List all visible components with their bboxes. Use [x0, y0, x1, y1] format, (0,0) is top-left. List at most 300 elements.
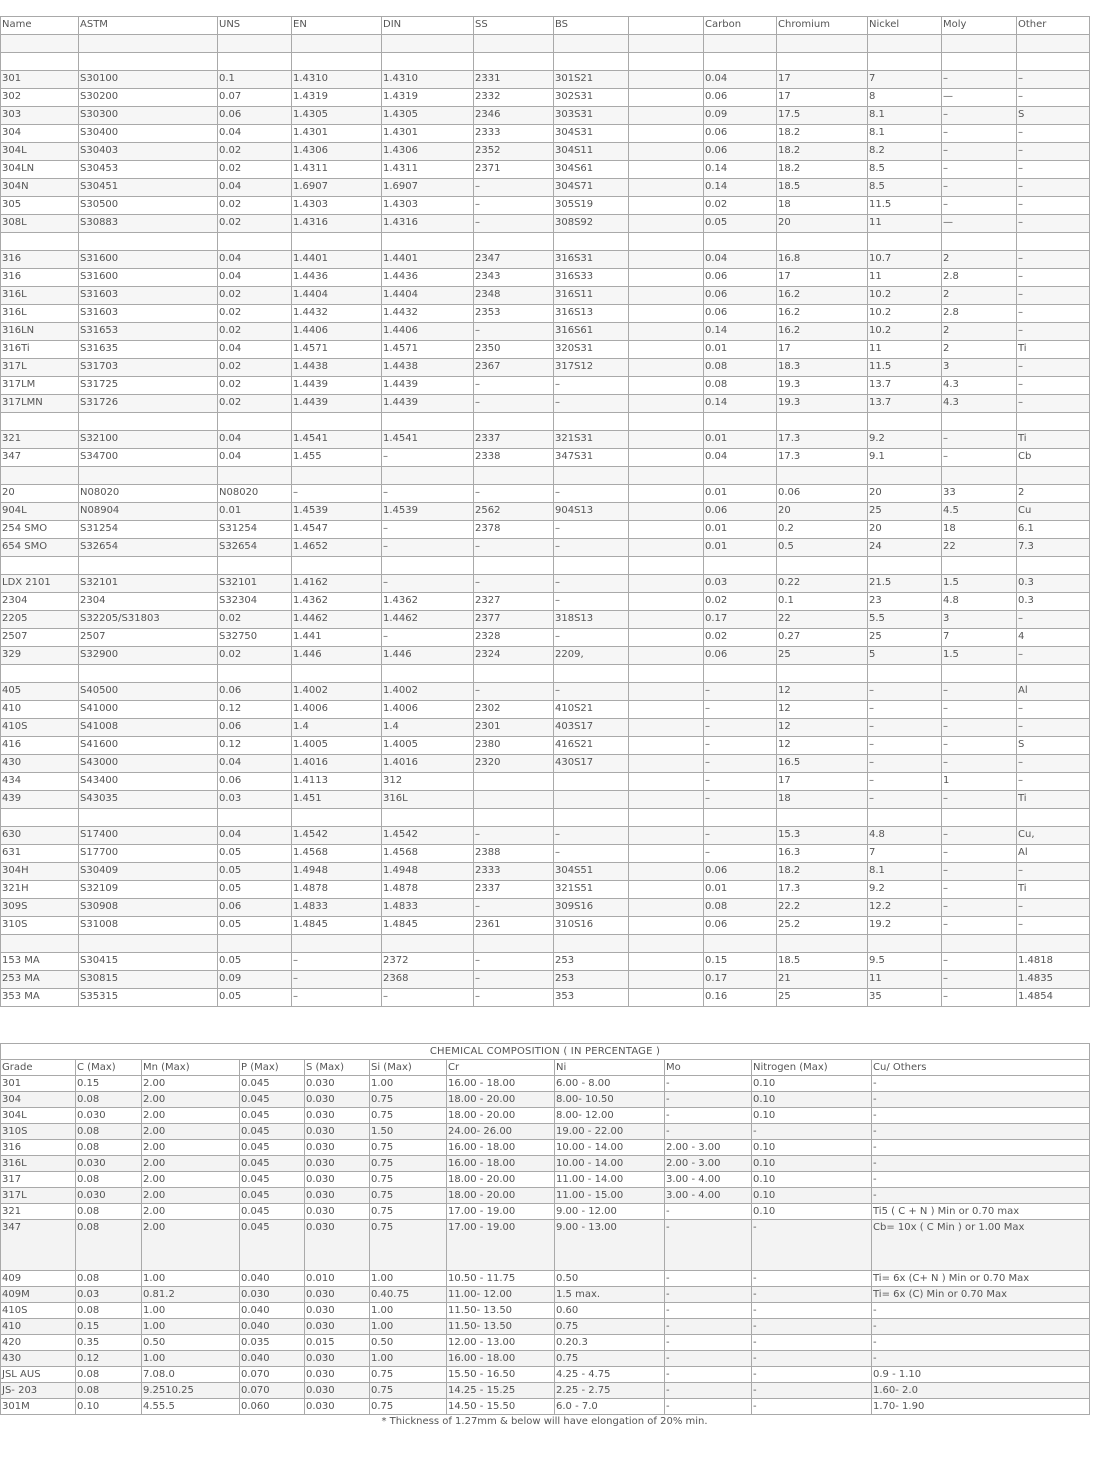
table-cell: [1017, 557, 1090, 575]
table-cell: 0.02: [218, 323, 292, 341]
table-cell: 18.00 - 20.00: [447, 1108, 555, 1124]
table-cell: 0.75: [370, 1383, 447, 1399]
table-cell: [474, 53, 554, 71]
table-cell: 0.75: [370, 1092, 447, 1108]
table-cell: 1.00: [370, 1319, 447, 1335]
table-cell: S32101: [79, 575, 218, 593]
grades-equivalence-table: [0, 16, 1090, 1007]
table-cell: –: [942, 755, 1017, 773]
table-cell: -: [665, 1367, 752, 1383]
table-cell: 0.01: [704, 485, 777, 503]
table-cell: 0.08: [76, 1092, 142, 1108]
table-cell: 1.4845: [382, 917, 474, 935]
table-cell: –: [1017, 251, 1090, 269]
table-cell: 1.4406: [382, 323, 474, 341]
table-cell: 24: [868, 539, 942, 557]
table-cell: –: [1017, 89, 1090, 107]
table-cell: 18.2: [777, 143, 868, 161]
table-cell: 0.14: [704, 395, 777, 413]
table-cell: 0.04: [218, 125, 292, 143]
table-cell: 2.00: [142, 1092, 240, 1108]
table-cell: 17.3: [777, 449, 868, 467]
table-cell: 2350: [474, 341, 554, 359]
table-cell: [629, 413, 704, 431]
table-cell: 0.06: [218, 719, 292, 737]
table-cell: –: [1017, 863, 1090, 881]
table-cell: 25: [868, 629, 942, 647]
table-cell: S31653: [79, 323, 218, 341]
table-cell: 0.030: [305, 1156, 370, 1172]
table-cell: 2.00 - 3.00: [665, 1140, 752, 1156]
table-cell: S43400: [79, 773, 218, 791]
table-cell: –: [1017, 755, 1090, 773]
table-cell: 8.1: [868, 863, 942, 881]
table-cell: 0.03: [76, 1287, 142, 1303]
table-cell: 1.4571: [292, 341, 382, 359]
table-cell: [292, 413, 382, 431]
table-cell: [218, 665, 292, 683]
table-cell: 321: [1, 431, 79, 449]
table-cell: –: [942, 719, 1017, 737]
table-cell: [868, 665, 942, 683]
table-cell: 1.00: [370, 1271, 447, 1287]
table-cell: 1.4305: [292, 107, 382, 125]
table-cell: S31008: [79, 917, 218, 935]
table-cell: 2327: [474, 593, 554, 611]
table-cell: 1.60- 2.0: [872, 1383, 1090, 1399]
table-cell: 0.10: [752, 1172, 872, 1188]
table-cell: 0.06: [704, 269, 777, 287]
table-cell: 1.5: [942, 575, 1017, 593]
table-cell: 0.9 - 1.10: [872, 1367, 1090, 1383]
table-cell: [629, 791, 704, 809]
table-cell: S30453: [79, 161, 218, 179]
table-cell: [629, 845, 704, 863]
table-cell: –: [942, 863, 1017, 881]
table-cell: Si (Max): [370, 1060, 447, 1076]
table-cell: 0.50: [555, 1271, 665, 1287]
table-cell: [704, 233, 777, 251]
table-cell: -: [752, 1335, 872, 1351]
table-cell: 1.455: [292, 449, 382, 467]
table-cell: [629, 305, 704, 323]
table-cell: 22.2: [777, 899, 868, 917]
table-cell: 0.05: [218, 917, 292, 935]
table-cell: –: [868, 755, 942, 773]
table-cell: 1.50: [370, 1124, 447, 1140]
table-cell: 4: [1017, 629, 1090, 647]
table-cell: –: [554, 377, 629, 395]
table-cell: –: [868, 791, 942, 809]
table-cell: 0.01: [704, 881, 777, 899]
footnote: * Thickness of 1.27mm & below will have elongation of 20% min.: [381, 1416, 708, 1427]
table-cell: 254 SMO: [1, 521, 79, 539]
table-cell: 1.4878: [292, 881, 382, 899]
table-cell: 410S21: [554, 701, 629, 719]
table-cell: [79, 35, 218, 53]
table-cell: Cu,: [1017, 827, 1090, 845]
table-row: [1, 719, 1090, 737]
table-cell: 19.3: [777, 395, 868, 413]
table-cell: 2.00: [142, 1220, 240, 1271]
table-cell: 0.75: [370, 1220, 447, 1271]
table-cell: 312: [382, 773, 474, 791]
table-cell: 1.4436: [292, 269, 382, 287]
table-cell: 1.4436: [382, 269, 474, 287]
table-row: [1, 557, 1090, 575]
table-cell: ASTM: [79, 17, 218, 35]
table-cell: 1.4006: [382, 701, 474, 719]
table-row: [1, 935, 1090, 953]
table-cell: [382, 53, 474, 71]
table-cell: Mn (Max): [142, 1060, 240, 1076]
table-cell: 321H: [1, 881, 79, 899]
table-cell: S30500: [79, 197, 218, 215]
table-cell: 4.55.5: [142, 1399, 240, 1415]
table-cell: –: [554, 683, 629, 701]
table-cell: 0.10: [752, 1188, 872, 1204]
table-cell: [79, 557, 218, 575]
table-row: [1, 341, 1090, 359]
table-title: CHEMICAL COMPOSITION ( IN PERCENTAGE ): [1, 1044, 1090, 1060]
table-cell: 18.5: [777, 953, 868, 971]
table-cell: 0.030: [305, 1319, 370, 1335]
table-cell: Ti: [1017, 431, 1090, 449]
table-cell: –: [704, 845, 777, 863]
table-cell: 9.2: [868, 881, 942, 899]
table-cell: 0.030: [305, 1076, 370, 1092]
table-cell: 1.00: [370, 1076, 447, 1092]
table-cell: [629, 107, 704, 125]
table-cell: 304S51: [554, 863, 629, 881]
table-cell: 310S16: [554, 917, 629, 935]
table-cell: 11.00 - 15.00: [555, 1188, 665, 1204]
table-cell: 0.02: [218, 611, 292, 629]
table-cell: 316S61: [554, 323, 629, 341]
table-cell: -: [752, 1303, 872, 1319]
table-cell: 1.4162: [292, 575, 382, 593]
table-cell: 1.4005: [292, 737, 382, 755]
table-cell: 410S: [1, 719, 79, 737]
table-row: [1, 233, 1090, 251]
table-cell: –: [554, 593, 629, 611]
table-cell: –: [382, 539, 474, 557]
table-cell: 1.4401: [382, 251, 474, 269]
table-cell: S32109: [79, 881, 218, 899]
table-cell: 0.09: [704, 107, 777, 125]
table-cell: 0.04: [704, 251, 777, 269]
table-cell: -: [665, 1092, 752, 1108]
table-row: [1, 449, 1090, 467]
header-row: [1, 1060, 1090, 1076]
table-row: [1, 161, 1090, 179]
table-cell: –: [704, 755, 777, 773]
table-cell: [382, 413, 474, 431]
table-cell: 304N: [1, 179, 79, 197]
table-cell: 2.00: [142, 1188, 240, 1204]
table-cell: 0.01: [704, 539, 777, 557]
table-cell: 25: [777, 647, 868, 665]
table-cell: [1017, 665, 1090, 683]
table-cell: 1.4571: [382, 341, 474, 359]
table-cell: 0.08: [704, 359, 777, 377]
table-cell: [777, 809, 868, 827]
table-cell: [629, 143, 704, 161]
table-cell: 0.030: [305, 1140, 370, 1156]
table-cell: 316L: [1, 287, 79, 305]
table-cell: –: [868, 719, 942, 737]
table-cell: [868, 935, 942, 953]
table-cell: [704, 809, 777, 827]
table-cell: [704, 53, 777, 71]
table-cell: [942, 665, 1017, 683]
table-cell: [218, 935, 292, 953]
table-cell: [777, 53, 868, 71]
table-cell: 347S31: [554, 449, 629, 467]
table-cell: 0.010: [305, 1271, 370, 1287]
table-cell: [629, 521, 704, 539]
table-cell: 18: [942, 521, 1017, 539]
table-cell: 16.2: [777, 323, 868, 341]
table-cell: 1.4362: [382, 593, 474, 611]
table-cell: –: [1017, 647, 1090, 665]
table-row: [1, 1287, 1090, 1303]
table-cell: 439: [1, 791, 79, 809]
table-cell: 2302: [474, 701, 554, 719]
table-cell: 2507: [1, 629, 79, 647]
table-cell: -: [752, 1383, 872, 1399]
table-cell: 0.04: [218, 449, 292, 467]
table-cell: [777, 35, 868, 53]
table-cell: 0.06: [704, 305, 777, 323]
table-cell: 11.00- 12.00: [447, 1287, 555, 1303]
table-cell: -: [665, 1108, 752, 1124]
table-cell: 0.06: [704, 143, 777, 161]
table-cell: –: [942, 71, 1017, 89]
table-cell: 0.01: [704, 431, 777, 449]
table-cell: S32750: [218, 629, 292, 647]
table-cell: P (Max): [240, 1060, 305, 1076]
table-cell: [629, 827, 704, 845]
table-cell: Name: [1, 17, 79, 35]
table-cell: –: [382, 989, 474, 1007]
table-cell: [474, 467, 554, 485]
table-cell: Chromium: [777, 17, 868, 35]
table-cell: Ni: [555, 1060, 665, 1076]
table-cell: S31726: [79, 395, 218, 413]
table-cell: 0.045: [240, 1204, 305, 1220]
table-cell: 303S31: [554, 107, 629, 125]
table-cell: 2331: [474, 71, 554, 89]
table-cell: 9.1: [868, 449, 942, 467]
table-cell: 9.2510.25: [142, 1383, 240, 1399]
table-cell: 0.02: [218, 161, 292, 179]
table-cell: 0.10: [76, 1399, 142, 1415]
table-cell: 25: [868, 503, 942, 521]
table-cell: 0.045: [240, 1140, 305, 1156]
table-cell: -: [872, 1092, 1090, 1108]
table-cell: 0.035: [240, 1335, 305, 1351]
table-cell: [1, 665, 79, 683]
table-cell: 0.10: [752, 1092, 872, 1108]
table-cell: 0.040: [240, 1319, 305, 1335]
table-cell: 416S21: [554, 737, 629, 755]
table-cell: 0.030: [76, 1156, 142, 1172]
table-cell: 0.75: [370, 1204, 447, 1220]
table-cell: 434: [1, 773, 79, 791]
table-cell: –: [1017, 305, 1090, 323]
table-cell: S30815: [79, 971, 218, 989]
table-cell: [629, 89, 704, 107]
table-cell: 1.4833: [292, 899, 382, 917]
table-cell: 0.06: [218, 899, 292, 917]
table-cell: Ti= 6x (C) Min or 0.70 Max: [872, 1287, 1090, 1303]
table-cell: 253 MA: [1, 971, 79, 989]
table-cell: 0.05: [218, 989, 292, 1007]
table-cell: 0.08: [76, 1383, 142, 1399]
table-cell: 2209,: [554, 647, 629, 665]
table-cell: [218, 557, 292, 575]
table-cell: 0.01: [704, 341, 777, 359]
table-cell: [704, 557, 777, 575]
table-cell: [942, 233, 1017, 251]
table-cell: 8: [868, 89, 942, 107]
table-cell: [629, 701, 704, 719]
table-cell: 6.00 - 8.00: [555, 1076, 665, 1092]
table-cell: 1.4432: [382, 305, 474, 323]
table-cell: 17.00 - 19.00: [447, 1220, 555, 1271]
table-cell: S30300: [79, 107, 218, 125]
table-cell: [292, 935, 382, 953]
table-cell: 14.50 - 15.50: [447, 1399, 555, 1415]
table-cell: 0.12: [218, 737, 292, 755]
table-cell: 0.15: [76, 1076, 142, 1092]
table-cell: 1.00: [370, 1303, 447, 1319]
table-row: [1, 107, 1090, 125]
table-cell: 23: [868, 593, 942, 611]
table-cell: 0.040: [240, 1271, 305, 1287]
table-cell: –: [1017, 359, 1090, 377]
table-cell: 308L: [1, 215, 79, 233]
table-cell: S31725: [79, 377, 218, 395]
table-cell: 15.3: [777, 827, 868, 845]
table-cell: 2347: [474, 251, 554, 269]
table-cell: 2304: [79, 593, 218, 611]
table-cell: 24.00- 26.00: [447, 1124, 555, 1140]
table-cell: –: [868, 773, 942, 791]
table-cell: 0.04: [218, 431, 292, 449]
table-cell: [942, 413, 1017, 431]
table-cell: 430S17: [554, 755, 629, 773]
table-cell: 0.05: [218, 845, 292, 863]
table-cell: N08020: [218, 485, 292, 503]
table-cell: 1.4303: [292, 197, 382, 215]
table-cell: S30400: [79, 125, 218, 143]
table-cell: 1.4311: [382, 161, 474, 179]
table-cell: 2388: [474, 845, 554, 863]
table-cell: –: [1017, 701, 1090, 719]
table-cell: –: [554, 827, 629, 845]
table-cell: 0.05: [218, 953, 292, 971]
table-cell: [382, 233, 474, 251]
table-cell: 410: [1, 1319, 76, 1335]
table-cell: 16.3: [777, 845, 868, 863]
table-cell: [868, 809, 942, 827]
table-cell: 10.7: [868, 251, 942, 269]
table-cell: 2.00: [142, 1156, 240, 1172]
table-cell: 1.6907: [292, 179, 382, 197]
table-cell: -: [872, 1335, 1090, 1351]
table-cell: S41000: [79, 701, 218, 719]
table-cell: 0.50: [370, 1335, 447, 1351]
table-cell: –: [292, 971, 382, 989]
table-cell: 0.045: [240, 1108, 305, 1124]
table-cell: 0.75: [370, 1399, 447, 1415]
table-cell: [777, 413, 868, 431]
table-cell: 0.06: [704, 89, 777, 107]
table-cell: –: [942, 449, 1017, 467]
table-cell: 0.40.75: [370, 1287, 447, 1303]
table-cell: [942, 35, 1017, 53]
table-cell: 18: [777, 791, 868, 809]
table-cell: [629, 71, 704, 89]
table-cell: Ti5 ( C + N ) Min or 0.70 max: [872, 1204, 1090, 1220]
table-cell: 304S31: [554, 125, 629, 143]
table-cell: [474, 665, 554, 683]
table-cell: 2: [942, 341, 1017, 359]
table-cell: 0.75: [370, 1172, 447, 1188]
table-cell: 0.045: [240, 1156, 305, 1172]
table-cell: –: [474, 899, 554, 917]
table-cell: -: [665, 1383, 752, 1399]
table-cell: –: [1017, 179, 1090, 197]
table-cell: 1.4311: [292, 161, 382, 179]
table-cell: 20: [868, 521, 942, 539]
table-cell: 2: [942, 287, 1017, 305]
table-cell: 0.02: [704, 593, 777, 611]
table-cell: 0.22: [777, 575, 868, 593]
table-cell: 0.040: [240, 1303, 305, 1319]
table-row: [1, 773, 1090, 791]
table-cell: –: [474, 953, 554, 971]
table-cell: [1017, 467, 1090, 485]
table-cell: 6.1: [1017, 521, 1090, 539]
table-cell: 20: [868, 485, 942, 503]
table-cell: [868, 413, 942, 431]
table-cell: 0.05: [704, 215, 777, 233]
table-cell: –: [474, 215, 554, 233]
table-cell: 0.10: [752, 1204, 872, 1220]
table-cell: 1.4404: [292, 287, 382, 305]
table-cell: 0.14: [704, 161, 777, 179]
table-cell: 430: [1, 755, 79, 773]
table-cell: Al: [1017, 683, 1090, 701]
table-cell: -: [872, 1172, 1090, 1188]
table-cell: 316S31: [554, 251, 629, 269]
table-cell: 2333: [474, 125, 554, 143]
table-row: [1, 1367, 1090, 1383]
table-cell: Cu: [1017, 503, 1090, 521]
table-cell: 0.030: [305, 1172, 370, 1188]
table-cell: 19.2: [868, 917, 942, 935]
table-cell: [704, 665, 777, 683]
table-cell: 0.15: [704, 953, 777, 971]
table-cell: C (Max): [76, 1060, 142, 1076]
table-row: [1, 971, 1090, 989]
table-cell: 0.04: [218, 179, 292, 197]
table-cell: 0.10: [752, 1076, 872, 1092]
table-cell: 4.8: [942, 593, 1017, 611]
